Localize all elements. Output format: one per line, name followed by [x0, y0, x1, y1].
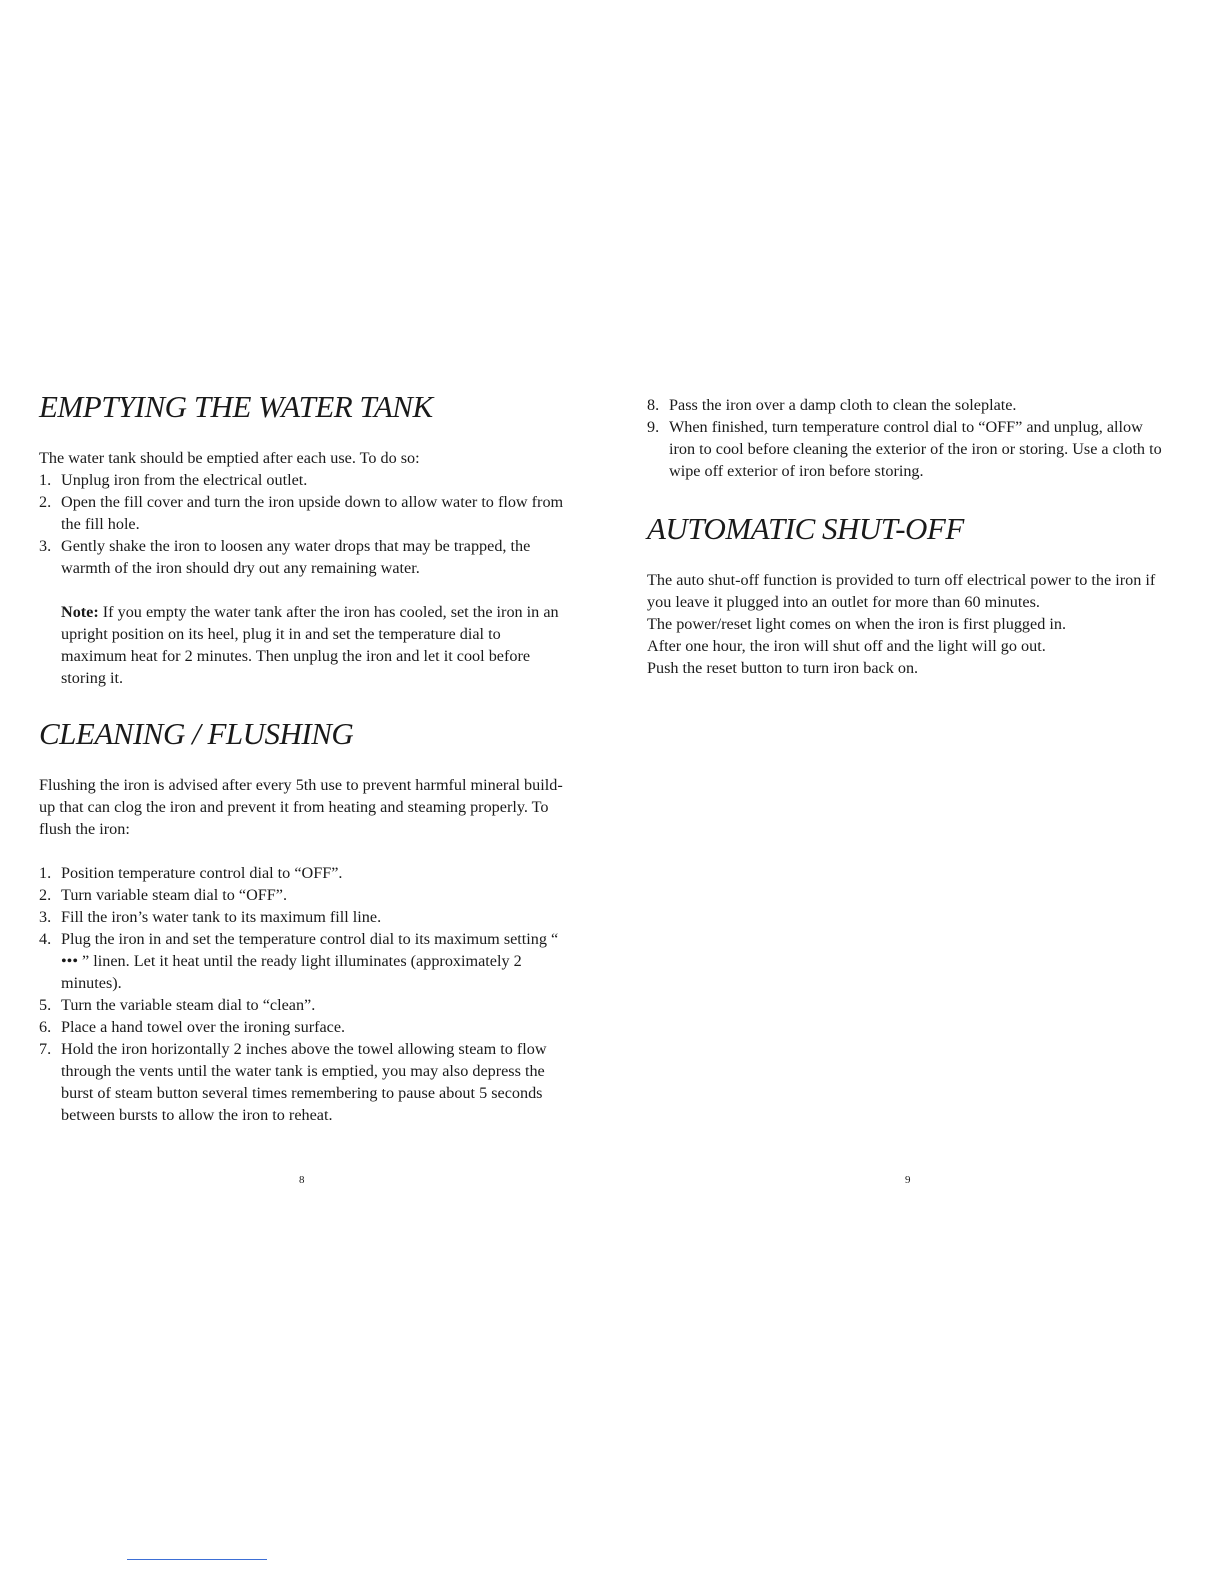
list-item: 4. Plug the iron in and set the temperature control dial to its maximum setting “ ••• ” linen. Let it heat until the ready light illuminates (approximately 2 minutes).	[39, 930, 559, 993]
right-page	[647, 394, 1167, 679]
shutoff-para-2: The power/reset light comes on when the iron is first plugged in.	[647, 615, 1066, 634]
emptying-steps	[39, 469, 569, 579]
list-item: 7. Hold the iron horizontally 2 inches above the towel allowing steam to flow through the vents until the water tank is emptied, you may also depress the burst of steam button several times remembering to pause about 5 seconds between bursts to allow the iron to reheat.	[39, 1040, 547, 1125]
page-number-left: 8	[299, 1174, 305, 1186]
list-item: 2. Open the fill cover and turn the iron upside down to allow water to flow from the fill hole.	[39, 493, 564, 534]
cleaning-heading: CLEANING / FLUSHING	[39, 716, 354, 752]
page-number-right: 9	[905, 1174, 911, 1186]
emptying-heading: EMPTYING THE WATER TANK	[39, 389, 433, 424]
shutoff-para-3: After one hour, the iron will shut off and the light will go out.	[647, 637, 1046, 656]
list-item: 6. Place a hand towel over the ironing surface.	[39, 1018, 346, 1037]
list-item: 8. Pass the iron over a damp cloth to clean the soleplate.	[647, 396, 1017, 414]
shutoff-heading: AUTOMATIC SHUT-OFF	[647, 511, 964, 546]
footer-rule	[127, 1559, 267, 1560]
note-label: Note:	[61, 603, 99, 622]
list-item: 1. Unplug iron from the electrical outlet.	[39, 471, 308, 490]
cleaning-intro: Flushing the iron is advised after every 5th use to prevent harmful mineral build-up that can clog the iron and prevent it from heating and steaming properly. To flush the iron:	[39, 776, 563, 839]
left-page	[39, 388, 569, 1126]
emptying-note	[39, 601, 569, 689]
list-item: 2. Turn variable steam dial to “OFF”.	[39, 886, 287, 905]
list-item: 5. Turn the variable steam dial to “clean”.	[39, 996, 316, 1015]
list-item: 3. Fill the iron’s water tank to its maximum fill line.	[39, 908, 382, 927]
list-item: 9. When finished, turn temperature control dial to “OFF” and unplug, allow iron to cool before cleaning the exterior of the iron or storing. Use a cloth to wipe off exterior of iron before storing.	[647, 418, 1162, 480]
cleaning-steps	[39, 862, 569, 1126]
shutoff-para-1: The auto shut-off function is provided to turn off electrical power to the iron if you leave it plugged into an outlet for more than 60 minutes.	[647, 571, 1156, 612]
list-item: 1. Position temperature control dial to “OFF”.	[39, 864, 343, 883]
list-item: 3. Gently shake the iron to loosen any water drops that may be trapped, the warmth of the iron should dry out any remaining water.	[39, 537, 531, 578]
note-text: If you empty the water tank after the iron has cooled, set the iron in an upright position on its heel, plug it in and set the temperature dial to maximum heat for 2 minutes. Then unplug the iron and let it cool before storing it.	[61, 603, 559, 688]
emptying-intro: The water tank should be emptied after each use. To do so:	[39, 449, 420, 468]
continued-steps	[647, 394, 1167, 482]
shutoff-para-4: Push the reset button to turn iron back on.	[647, 659, 919, 678]
